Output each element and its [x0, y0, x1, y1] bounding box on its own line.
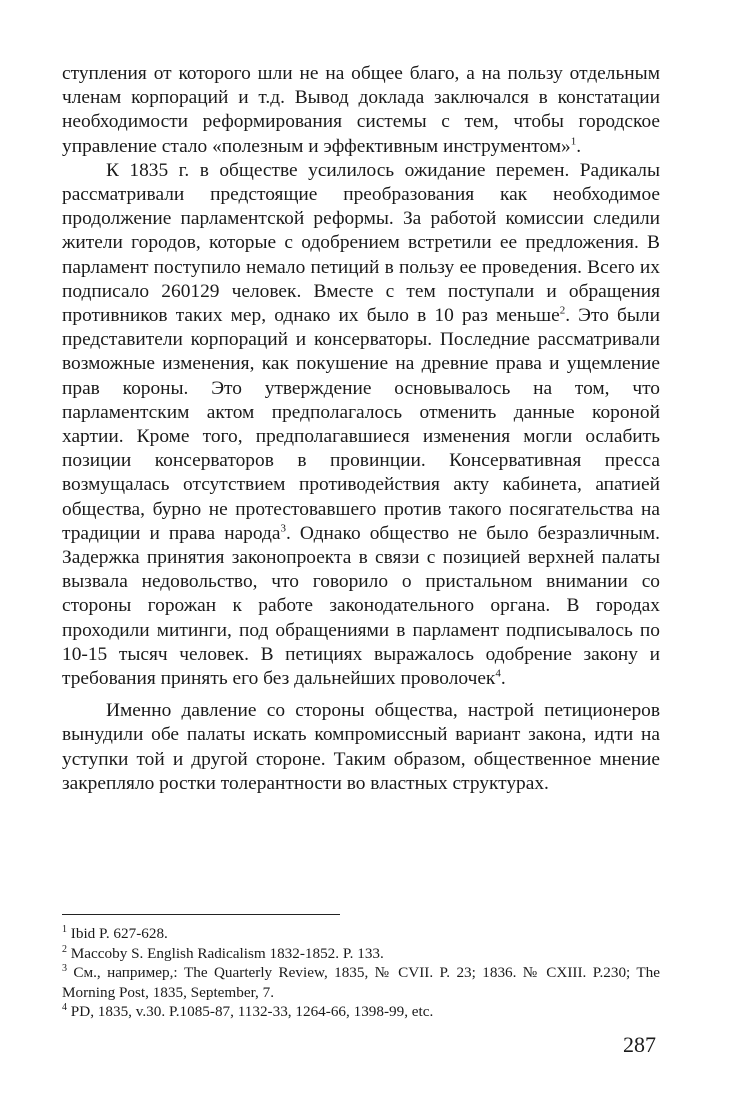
footnote-text: PD, 1835, v.30. P.1085-87, 1132-33, 1264-66, 1398-99, etc. — [70, 1003, 434, 1020]
paragraph-1 — [62, 62, 660, 159]
paragraph-2 — [62, 159, 660, 691]
footnote-4 — [62, 1002, 660, 1022]
paragraph-2-text: К 1835 г. в обществе усилилось ожидание перемен. Радикалы рассматривали предстоящие преобразования как необходимое продолжение парламентской реформы. За работой комиссии следили жители городов, которые с одобрением встретили ее предложения. В парламент поступило немало петиций в пользу ее проведения. Всего их подписало 260129 человек. Вместе с тем поступали и обращения противников таких мер, однако их было в 10 раз меньше — [62, 159, 660, 327]
footnote-number: 1 — [62, 923, 67, 935]
book-page — [62, 62, 660, 1092]
paragraph-3 — [62, 699, 660, 796]
footnote-2 — [62, 944, 660, 964]
footnotes — [62, 924, 660, 1022]
footnote-text: Maccoby S. English Radicalism 1832-1852. P. 133. — [70, 944, 384, 962]
footnote-ref-2: 2 — [559, 304, 566, 317]
paragraph-1-end: . — [576, 135, 582, 157]
footnote-3 — [62, 963, 660, 1002]
footnote-number: 3 — [62, 962, 67, 974]
paragraph-3-text: Именно давление со стороны общества, настрой петиционеров вынудили обе палаты искать компромиссный вариант закона, идти на уступки той и другой стороне. Таким образом, общественное мнение закрепляло ростки толерантности во властных структурах. — [62, 700, 660, 794]
footnote-ref-1: 1 — [570, 135, 577, 148]
paragraph-2-cont-1: . Это были представители корпораций и консерваторы. Последние рассматривали возможные изменения, как покушение на древние права и ущемление прав короны. Это утверждение основывалось на том, что парламентским актом предполагалось отменить данные короной хартии. Кроме того, предполагавшиеся изменения могли ослабить позиции консерваторов в провинции. Консервативная пресса возмущалась отсутствием противодействия акту кабинета, апатией общества, бурно не протестовавшего против такого посягательства на традиции и права народа — [62, 305, 660, 544]
footnote-number: 4 — [62, 1001, 67, 1013]
paragraph-2-end: . — [500, 668, 506, 690]
paragraph-2-cont-2: . Однако общество не было безразличным. Задержка принятия законопроекта в связи с позицией верхней палаты вызвала недовольство, что говорило о пристальном внимании со стороны горожан к работе законодательного органа. В городах проходили митинги, под обращениями в парламент подписывалось по 10-15 тысяч человек. В петициях выражалось одобрение закону и требования принять его без дальнейших проволочек — [62, 522, 660, 690]
footnote-number: 2 — [62, 943, 67, 955]
footnote-divider — [62, 914, 340, 915]
footnote-ref-4: 4 — [495, 667, 501, 680]
page-number: 287 — [623, 1032, 656, 1057]
footnote-1 — [62, 924, 660, 944]
footnote-text: Ibid P. 627-628. — [70, 925, 168, 942]
footnote-ref-3: 3 — [280, 522, 286, 535]
paragraph-1-text: ступления от которого шли не на общее благо, а на пользу отдельным членам корпораций и т.д. Вывод доклада заключался в констатации необходимости реформирования системы с тем, чтобы городское управление стало «полезным и эффективным инструментом» — [62, 63, 660, 157]
footnote-text: См., например,: The Quarterly Review, 1835, № CVII. P. 23; 1836. № CXIII. P.230; The Morning Post, 1835, September, 7. — [62, 964, 660, 1001]
